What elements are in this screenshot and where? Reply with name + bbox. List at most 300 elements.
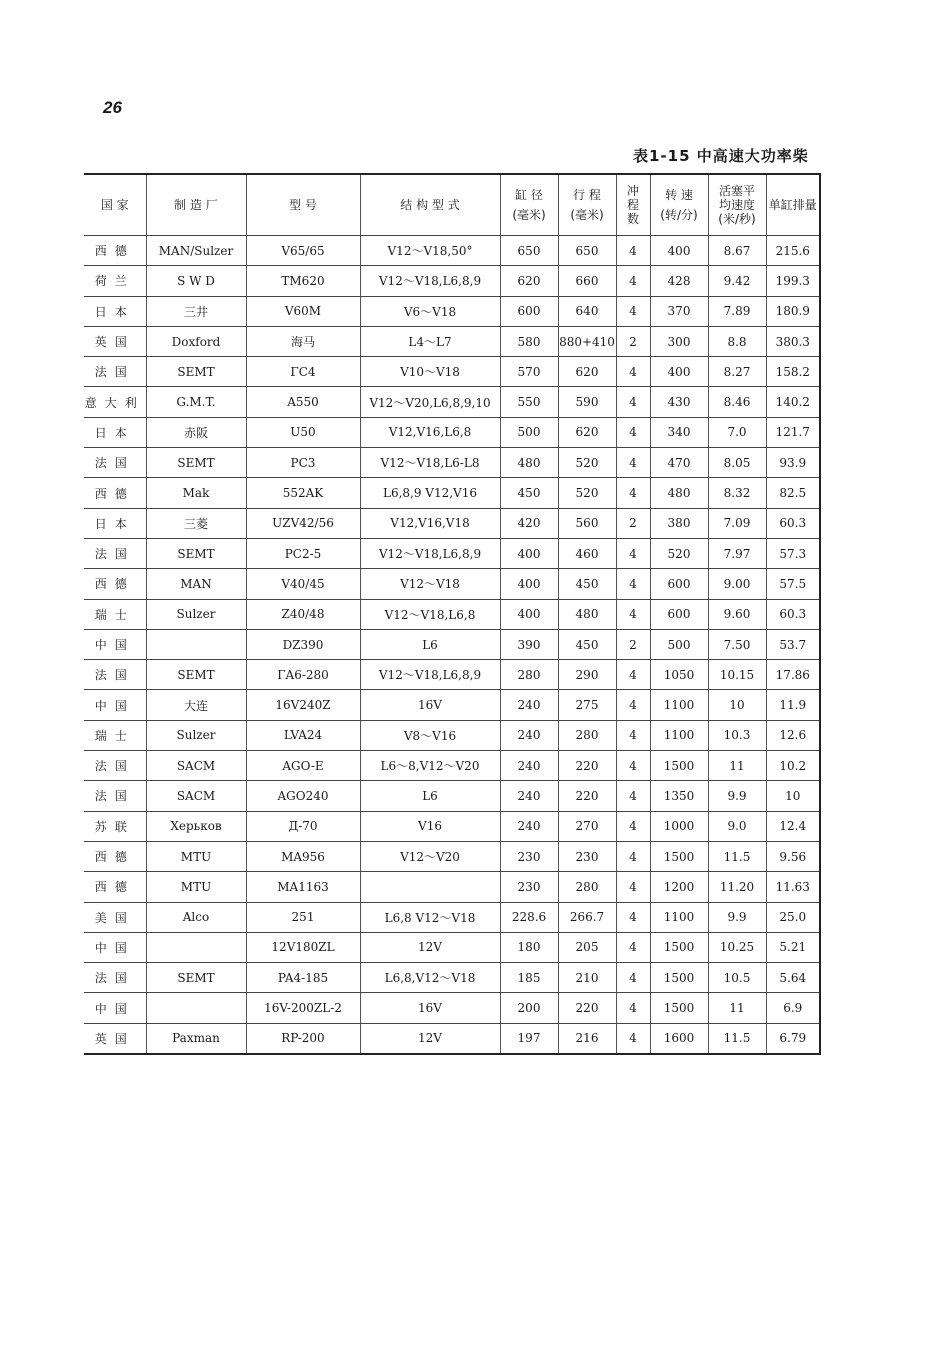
cell-model: Z40/48: [246, 599, 360, 629]
cell-speed: 380: [650, 508, 708, 538]
header-cycles-label: 冲程数: [626, 184, 639, 226]
cell-structure: L6,8 V12～V18: [360, 902, 500, 932]
cell-bore: 240: [500, 751, 558, 781]
cell-country: 法国: [84, 538, 146, 568]
cell-cycles: 4: [616, 478, 650, 508]
cell-stroke: 266.7: [558, 902, 616, 932]
cell-country: 中国: [84, 629, 146, 659]
cell-speed: 1100: [650, 720, 708, 750]
cell-structure: L6: [360, 781, 500, 811]
cell-cycles: 4: [616, 448, 650, 478]
cell-stroke: 560: [558, 508, 616, 538]
cell-speed: 1500: [650, 841, 708, 871]
cell-piston-speed: 8.8: [708, 326, 766, 356]
cell-bore: 185: [500, 963, 558, 993]
cell-bore: 228.6: [500, 902, 558, 932]
cell-stroke: 620: [558, 357, 616, 387]
cell-bore: 420: [500, 508, 558, 538]
header-structure: 结 构 型 式: [360, 174, 500, 236]
cell-structure: V12,V16,L6,8: [360, 417, 500, 447]
cell-cycles: 4: [616, 811, 650, 841]
cell-cycles: 4: [616, 660, 650, 690]
cell-cycles: 2: [616, 508, 650, 538]
cell-displacement: 60.3: [766, 599, 820, 629]
table-row: [84, 720, 820, 750]
cell-structure: V12～V20: [360, 841, 500, 871]
cell-cycles: 4: [616, 387, 650, 417]
table-body: [84, 236, 820, 1055]
cell-structure: V12～V18,50°: [360, 236, 500, 266]
cell-piston-speed: 11.5: [708, 1023, 766, 1054]
cell-speed: 1050: [650, 660, 708, 690]
cell-cycles: 2: [616, 326, 650, 356]
cell-model: A550: [246, 387, 360, 417]
table-row: [84, 629, 820, 659]
table-row: [84, 660, 820, 690]
cell-structure: V8～V16: [360, 720, 500, 750]
cell-stroke: 450: [558, 629, 616, 659]
cell-model: 16V-200ZL-2: [246, 993, 360, 1023]
cell-piston-speed: 11: [708, 751, 766, 781]
cell-stroke: 520: [558, 448, 616, 478]
cell-manufacturer: 赤阪: [146, 417, 246, 447]
cell-manufacturer: [146, 932, 246, 962]
cell-piston-speed: 10: [708, 690, 766, 720]
cell-cycles: 4: [616, 751, 650, 781]
cell-bore: 550: [500, 387, 558, 417]
cell-model: U50: [246, 417, 360, 447]
table-title: 表1-15 中高速大功率柴: [633, 147, 809, 165]
cell-displacement: 25.0: [766, 902, 820, 932]
cell-bore: 620: [500, 266, 558, 296]
cell-country: 荷兰: [84, 266, 146, 296]
cell-cycles: 2: [616, 629, 650, 659]
table-row: [84, 993, 820, 1023]
cell-manufacturer: SACM: [146, 751, 246, 781]
cell-bore: 400: [500, 599, 558, 629]
cell-cycles: 4: [616, 417, 650, 447]
cell-stroke: 620: [558, 417, 616, 447]
table-row: [84, 387, 820, 417]
cell-stroke: 275: [558, 690, 616, 720]
table-row: [84, 508, 820, 538]
page-number: 26: [103, 98, 122, 117]
cell-manufacturer: Paxman: [146, 1023, 246, 1054]
cell-country: 美国: [84, 902, 146, 932]
cell-piston-speed: 9.00: [708, 569, 766, 599]
cell-piston-speed: 7.0: [708, 417, 766, 447]
header-displacement: 单缸排量: [766, 174, 820, 236]
cell-piston-speed: 8.32: [708, 478, 766, 508]
header-stroke: [558, 174, 616, 236]
cell-bore: 400: [500, 538, 558, 568]
header-speed: [650, 174, 708, 236]
cell-piston-speed: 10.15: [708, 660, 766, 690]
cell-speed: 470: [650, 448, 708, 478]
cell-stroke: 640: [558, 296, 616, 326]
table-row: [84, 811, 820, 841]
cell-structure: V6～V18: [360, 296, 500, 326]
cell-displacement: 121.7: [766, 417, 820, 447]
cell-bore: 280: [500, 660, 558, 690]
cell-displacement: 57.5: [766, 569, 820, 599]
cell-model: V40/45: [246, 569, 360, 599]
cell-country: 日本: [84, 508, 146, 538]
header-piston-speed-label: 活塞平均速度: [718, 184, 755, 212]
cell-speed: 500: [650, 629, 708, 659]
header-bore: [500, 174, 558, 236]
table-row: [84, 478, 820, 508]
cell-country: 英国: [84, 326, 146, 356]
cell-manufacturer: Sulzer: [146, 599, 246, 629]
cell-model: MA1163: [246, 872, 360, 902]
cell-piston-speed: 8.46: [708, 387, 766, 417]
table-row: [84, 538, 820, 568]
cell-cycles: 4: [616, 781, 650, 811]
cell-bore: 600: [500, 296, 558, 326]
engine-spec-table: [84, 173, 821, 1055]
cell-manufacturer: 三菱: [146, 508, 246, 538]
cell-country: 西德: [84, 236, 146, 266]
cell-speed: 1600: [650, 1023, 708, 1054]
cell-country: 苏联: [84, 811, 146, 841]
cell-manufacturer: Alco: [146, 902, 246, 932]
table-row: [84, 963, 820, 993]
cell-model: MA956: [246, 841, 360, 871]
table-row: [84, 569, 820, 599]
header-manufacturer: 制 造 厂: [146, 174, 246, 236]
cell-country: 西德: [84, 478, 146, 508]
cell-cycles: 4: [616, 236, 650, 266]
cell-structure: V12～V18,L6,8,9: [360, 538, 500, 568]
cell-country: 日本: [84, 296, 146, 326]
cell-manufacturer: MTU: [146, 872, 246, 902]
header-cycles: [616, 174, 650, 236]
cell-displacement: 199.3: [766, 266, 820, 296]
cell-structure: [360, 872, 500, 902]
cell-country: 中国: [84, 690, 146, 720]
cell-manufacturer: Doxford: [146, 326, 246, 356]
cell-speed: 428: [650, 266, 708, 296]
cell-stroke: 480: [558, 599, 616, 629]
cell-displacement: 12.6: [766, 720, 820, 750]
cell-model: 12V180ZL: [246, 932, 360, 962]
cell-country: 法国: [84, 660, 146, 690]
table-row: [84, 872, 820, 902]
cell-structure: L4～L7: [360, 326, 500, 356]
cell-speed: 1500: [650, 993, 708, 1023]
cell-manufacturer: Mak: [146, 478, 246, 508]
cell-structure: V10～V18: [360, 357, 500, 387]
cell-bore: 240: [500, 690, 558, 720]
cell-country: 意大利: [84, 387, 146, 417]
cell-manufacturer: MAN/Sulzer: [146, 236, 246, 266]
cell-model: ΓC4: [246, 357, 360, 387]
cell-speed: 1100: [650, 902, 708, 932]
cell-cycles: 4: [616, 599, 650, 629]
table-row: [84, 448, 820, 478]
cell-structure: V12～V18,L6,8,9: [360, 660, 500, 690]
cell-bore: 570: [500, 357, 558, 387]
cell-bore: 650: [500, 236, 558, 266]
cell-model: 16V240Z: [246, 690, 360, 720]
cell-cycles: 4: [616, 872, 650, 902]
cell-piston-speed: 11.20: [708, 872, 766, 902]
cell-stroke: 660: [558, 266, 616, 296]
cell-structure: L6,8,V12～V18: [360, 963, 500, 993]
cell-cycles: 4: [616, 720, 650, 750]
header-speed-label: 转 速: [665, 188, 693, 202]
cell-bore: 240: [500, 811, 558, 841]
cell-cycles: 4: [616, 690, 650, 720]
cell-speed: 600: [650, 599, 708, 629]
cell-displacement: 380.3: [766, 326, 820, 356]
cell-piston-speed: 9.9: [708, 781, 766, 811]
cell-bore: 180: [500, 932, 558, 962]
cell-stroke: 216: [558, 1023, 616, 1054]
cell-displacement: 11.9: [766, 690, 820, 720]
cell-manufacturer: 大连: [146, 690, 246, 720]
table-row: [84, 266, 820, 296]
cell-bore: 390: [500, 629, 558, 659]
header-model: 型 号: [246, 174, 360, 236]
cell-model: 251: [246, 902, 360, 932]
cell-cycles: 4: [616, 538, 650, 568]
cell-structure: L6～8,V12～V20: [360, 751, 500, 781]
cell-displacement: 60.3: [766, 508, 820, 538]
cell-country: 瑞士: [84, 599, 146, 629]
cell-piston-speed: 9.60: [708, 599, 766, 629]
cell-country: 西德: [84, 872, 146, 902]
cell-bore: 230: [500, 841, 558, 871]
cell-piston-speed: 9.42: [708, 266, 766, 296]
cell-model: V60M: [246, 296, 360, 326]
cell-model: PC3: [246, 448, 360, 478]
cell-structure: V12～V18,L6,8,9: [360, 266, 500, 296]
cell-bore: 400: [500, 569, 558, 599]
cell-country: 法国: [84, 781, 146, 811]
cell-structure: L6: [360, 629, 500, 659]
cell-bore: 230: [500, 872, 558, 902]
cell-displacement: 11.63: [766, 872, 820, 902]
cell-model: Д-70: [246, 811, 360, 841]
cell-piston-speed: 7.50: [708, 629, 766, 659]
cell-speed: 1000: [650, 811, 708, 841]
cell-structure: V12～V18,L6,8: [360, 599, 500, 629]
cell-manufacturer: Sulzer: [146, 720, 246, 750]
cell-structure: V12～V20,L6,8,9,10: [360, 387, 500, 417]
cell-country: 西德: [84, 569, 146, 599]
cell-model: DZ390: [246, 629, 360, 659]
cell-country: 中国: [84, 993, 146, 1023]
cell-structure: 16V: [360, 993, 500, 1023]
cell-displacement: 180.9: [766, 296, 820, 326]
cell-piston-speed: 11: [708, 993, 766, 1023]
cell-manufacturer: SEMT: [146, 448, 246, 478]
cell-country: 法国: [84, 448, 146, 478]
cell-displacement: 5.21: [766, 932, 820, 962]
cell-speed: 520: [650, 538, 708, 568]
table-row: [84, 357, 820, 387]
table-row: [84, 1023, 820, 1054]
cell-displacement: 9.56: [766, 841, 820, 871]
cell-piston-speed: 11.5: [708, 841, 766, 871]
cell-stroke: 220: [558, 751, 616, 781]
header-stroke-unit: (毫米): [570, 208, 604, 222]
cell-speed: 1500: [650, 751, 708, 781]
cell-cycles: 4: [616, 296, 650, 326]
cell-cycles: 4: [616, 993, 650, 1023]
cell-country: 日本: [84, 417, 146, 447]
cell-structure: V16: [360, 811, 500, 841]
cell-piston-speed: 7.09: [708, 508, 766, 538]
cell-speed: 600: [650, 569, 708, 599]
header-bore-label: 缸 径: [515, 188, 543, 202]
cell-structure: 12V: [360, 932, 500, 962]
cell-displacement: 158.2: [766, 357, 820, 387]
cell-displacement: 215.6: [766, 236, 820, 266]
cell-stroke: 450: [558, 569, 616, 599]
cell-displacement: 93.9: [766, 448, 820, 478]
cell-displacement: 6.79: [766, 1023, 820, 1054]
cell-manufacturer: SEMT: [146, 660, 246, 690]
cell-cycles: 4: [616, 902, 650, 932]
cell-bore: 200: [500, 993, 558, 1023]
cell-stroke: 650: [558, 236, 616, 266]
cell-country: 英国: [84, 1023, 146, 1054]
table-row: [84, 236, 820, 266]
cell-structure: 16V: [360, 690, 500, 720]
cell-cycles: 4: [616, 841, 650, 871]
cell-stroke: 520: [558, 478, 616, 508]
cell-model: RP-200: [246, 1023, 360, 1054]
cell-manufacturer: SEMT: [146, 357, 246, 387]
cell-model: V65/65: [246, 236, 360, 266]
header-stroke-label: 行 程: [573, 188, 601, 202]
cell-structure: V12,V16,V18: [360, 508, 500, 538]
header-bore-unit: (毫米): [512, 208, 546, 222]
cell-displacement: 12.4: [766, 811, 820, 841]
cell-displacement: 6.9: [766, 993, 820, 1023]
cell-stroke: 460: [558, 538, 616, 568]
cell-speed: 400: [650, 357, 708, 387]
cell-bore: 580: [500, 326, 558, 356]
cell-displacement: 53.7: [766, 629, 820, 659]
cell-cycles: 4: [616, 963, 650, 993]
cell-piston-speed: 9.9: [708, 902, 766, 932]
cell-model: AGO-E: [246, 751, 360, 781]
cell-model: AGO240: [246, 781, 360, 811]
cell-manufacturer: SEMT: [146, 538, 246, 568]
cell-country: 西德: [84, 841, 146, 871]
cell-displacement: 17.86: [766, 660, 820, 690]
cell-cycles: 4: [616, 1023, 650, 1054]
cell-stroke: 230: [558, 841, 616, 871]
cell-piston-speed: 9.0: [708, 811, 766, 841]
cell-speed: 1100: [650, 690, 708, 720]
cell-manufacturer: G.M.T.: [146, 387, 246, 417]
cell-speed: 340: [650, 417, 708, 447]
cell-model: LVA24: [246, 720, 360, 750]
cell-manufacturer: Херьков: [146, 811, 246, 841]
cell-stroke: 210: [558, 963, 616, 993]
cell-bore: 450: [500, 478, 558, 508]
header-country: 国 家: [84, 174, 146, 236]
header-piston-speed: [708, 174, 766, 236]
cell-model: TM620: [246, 266, 360, 296]
cell-speed: 1500: [650, 963, 708, 993]
cell-bore: 480: [500, 448, 558, 478]
cell-model: 552AK: [246, 478, 360, 508]
cell-piston-speed: 10.25: [708, 932, 766, 962]
cell-model: PA4-185: [246, 963, 360, 993]
table-row: [84, 781, 820, 811]
cell-bore: 500: [500, 417, 558, 447]
header-row: [84, 174, 820, 236]
cell-cycles: 4: [616, 266, 650, 296]
cell-displacement: 10: [766, 781, 820, 811]
cell-bore: 197: [500, 1023, 558, 1054]
cell-country: 法国: [84, 357, 146, 387]
cell-model: 海马: [246, 326, 360, 356]
cell-displacement: 5.64: [766, 963, 820, 993]
cell-piston-speed: 7.89: [708, 296, 766, 326]
table-row: [84, 932, 820, 962]
cell-cycles: 4: [616, 932, 650, 962]
cell-manufacturer: 三井: [146, 296, 246, 326]
cell-speed: 430: [650, 387, 708, 417]
table-row: [84, 690, 820, 720]
cell-piston-speed: 10.5: [708, 963, 766, 993]
cell-structure: V12～V18: [360, 569, 500, 599]
table-row: [84, 841, 820, 871]
cell-stroke: 220: [558, 781, 616, 811]
cell-piston-speed: 7.97: [708, 538, 766, 568]
cell-model: ΓA6-280: [246, 660, 360, 690]
cell-manufacturer: SACM: [146, 781, 246, 811]
cell-displacement: 57.3: [766, 538, 820, 568]
cell-bore: 240: [500, 781, 558, 811]
cell-structure: L6,8,9 V12,V16: [360, 478, 500, 508]
table-row: [84, 599, 820, 629]
table-row: [84, 751, 820, 781]
cell-country: 瑞士: [84, 720, 146, 750]
cell-displacement: 10.2: [766, 751, 820, 781]
cell-country: 中国: [84, 932, 146, 962]
cell-manufacturer: [146, 993, 246, 1023]
cell-speed: 400: [650, 236, 708, 266]
cell-stroke: 590: [558, 387, 616, 417]
cell-speed: 1350: [650, 781, 708, 811]
header-piston-speed-unit: (米/秒): [718, 212, 756, 226]
header-speed-unit: (转/分): [660, 208, 698, 222]
cell-manufacturer: S W D: [146, 266, 246, 296]
cell-cycles: 4: [616, 569, 650, 599]
cell-manufacturer: MAN: [146, 569, 246, 599]
cell-model: UZV42/56: [246, 508, 360, 538]
cell-manufacturer: SEMT: [146, 963, 246, 993]
cell-structure: 12V: [360, 1023, 500, 1054]
cell-stroke: 205: [558, 932, 616, 962]
cell-piston-speed: 10.3: [708, 720, 766, 750]
cell-stroke: 290: [558, 660, 616, 690]
cell-piston-speed: 8.67: [708, 236, 766, 266]
cell-speed: 370: [650, 296, 708, 326]
cell-displacement: 140.2: [766, 387, 820, 417]
cell-stroke: 280: [558, 720, 616, 750]
table-row: [84, 296, 820, 326]
cell-country: 法国: [84, 751, 146, 781]
